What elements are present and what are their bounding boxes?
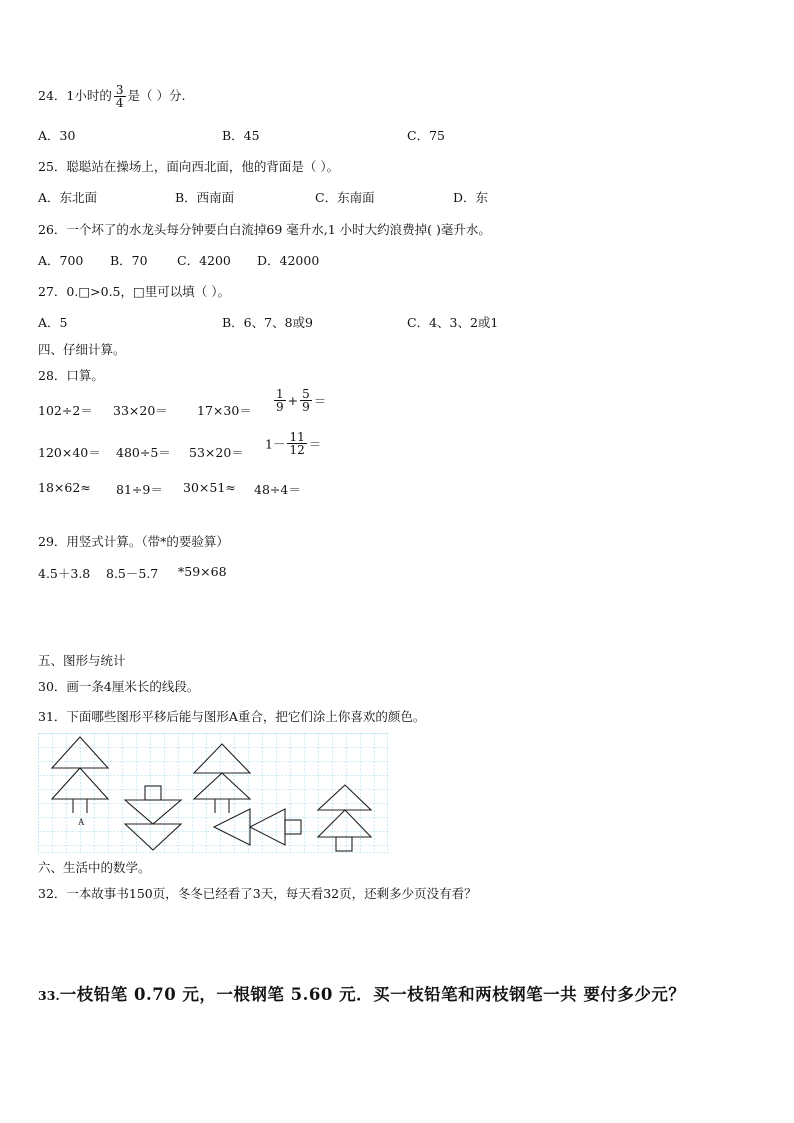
q33-number: 33.: [38, 988, 60, 1003]
q24-option-a: A．30: [38, 128, 76, 143]
q24-option-b: B．45: [222, 128, 260, 143]
q26-option-b: B．70: [110, 253, 148, 268]
equals-sign: ＝: [308, 436, 322, 452]
q25-option-d: D．东: [453, 190, 489, 205]
calc-item: 18×62≈: [38, 480, 91, 495]
calc-item: 53×20＝: [189, 445, 244, 460]
calc-item: 48÷4＝: [254, 482, 301, 497]
q24-frac-den: 4: [115, 96, 124, 110]
q33-text: 一枝铅笔 0.70 元，一根钢笔 5.60 元．买一枝铅笔和两枝钢笔一共 要付多少元？: [59, 985, 686, 1004]
question-32: 32．一本故事书150页，冬冬已经看了3天，每天看32页，还剩多少页没有看？: [38, 886, 477, 901]
frac-den: 12: [289, 443, 305, 457]
translation-grid-figure: [38, 733, 388, 853]
q27-option-c: C．4、3、2或1: [407, 315, 499, 330]
section-4-heading: 四、仔细计算。: [38, 342, 126, 357]
calc-item: 17×30＝: [197, 403, 252, 418]
calc-item: 30×51≈: [183, 480, 236, 495]
frac-den: 9: [276, 400, 284, 414]
equals-sign: ＝: [313, 393, 327, 409]
figure-a-label: A: [78, 817, 85, 827]
calc-item: 480÷5＝: [116, 445, 171, 460]
calc-fraction-sum: [272, 388, 326, 413]
question-28-title: 28．口算。: [38, 368, 104, 383]
question-29-title: 29．用竖式计算。（带*的要验算）: [38, 534, 229, 549]
grid-svg: [38, 733, 388, 853]
q25-option-c: C．东南面: [315, 190, 375, 205]
question-27: 27．0.□>0.5，□里可以填（ ）。: [38, 284, 231, 299]
q24-suffix: 是（ ）分.: [127, 88, 186, 103]
q26-option-d: D．42000: [257, 253, 320, 268]
vertical-calc-item: 4.5＋3.8: [38, 566, 91, 581]
question-30: 30．画一条4厘米长的线段。: [38, 679, 200, 694]
calc-item: 81÷9＝: [116, 482, 163, 497]
frac-den: 9: [302, 400, 310, 414]
q24-option-c: C．75: [407, 128, 445, 143]
section-5-heading: 五、图形与统计: [38, 653, 126, 668]
question-33: [38, 981, 685, 1005]
question-26: 26．一个坏了的水龙头每分钟要白白流掉69 毫升水,1 小时大约浪费掉( )毫升水。: [38, 222, 491, 237]
calc-item: 33×20＝: [113, 403, 168, 418]
plus-sign: +: [287, 393, 299, 408]
vertical-calc-item: *59×68: [178, 564, 227, 579]
vertical-calc-item: 8.5－5.7: [106, 566, 159, 581]
section-6-heading: 六、生活中的数学。: [38, 860, 151, 875]
q26-option-a: A．700: [38, 253, 84, 268]
frac-num: 1: [276, 387, 284, 401]
calc-fraction-sub: [265, 431, 321, 456]
question-24: [38, 84, 185, 109]
frac-num: 5: [302, 387, 310, 401]
q24-prefix: 24．1小时的: [38, 88, 112, 103]
q26-option-c: C．4200: [177, 253, 231, 268]
q25-option-b: B．西南面: [175, 190, 235, 205]
q25-option-a: A．东北面: [38, 190, 98, 205]
q24-frac-num: 3: [115, 83, 124, 97]
calc-item: 120×40＝: [38, 445, 101, 460]
q27-option-b: B．6、7、8或9: [222, 315, 313, 330]
question-31: 31．下面哪些图形平移后能与图形A重合，把它们涂上你喜欢的颜色。: [38, 709, 426, 724]
minuend: 1－: [265, 436, 286, 452]
calc-item: 102÷2＝: [38, 403, 93, 418]
frac-num: 11: [289, 430, 305, 444]
question-25: 25．聪聪站在操场上，面向西北面，他的背面是（ ）。: [38, 159, 340, 174]
q27-option-a: A．5: [38, 315, 68, 330]
q24-fraction: [114, 84, 126, 109]
